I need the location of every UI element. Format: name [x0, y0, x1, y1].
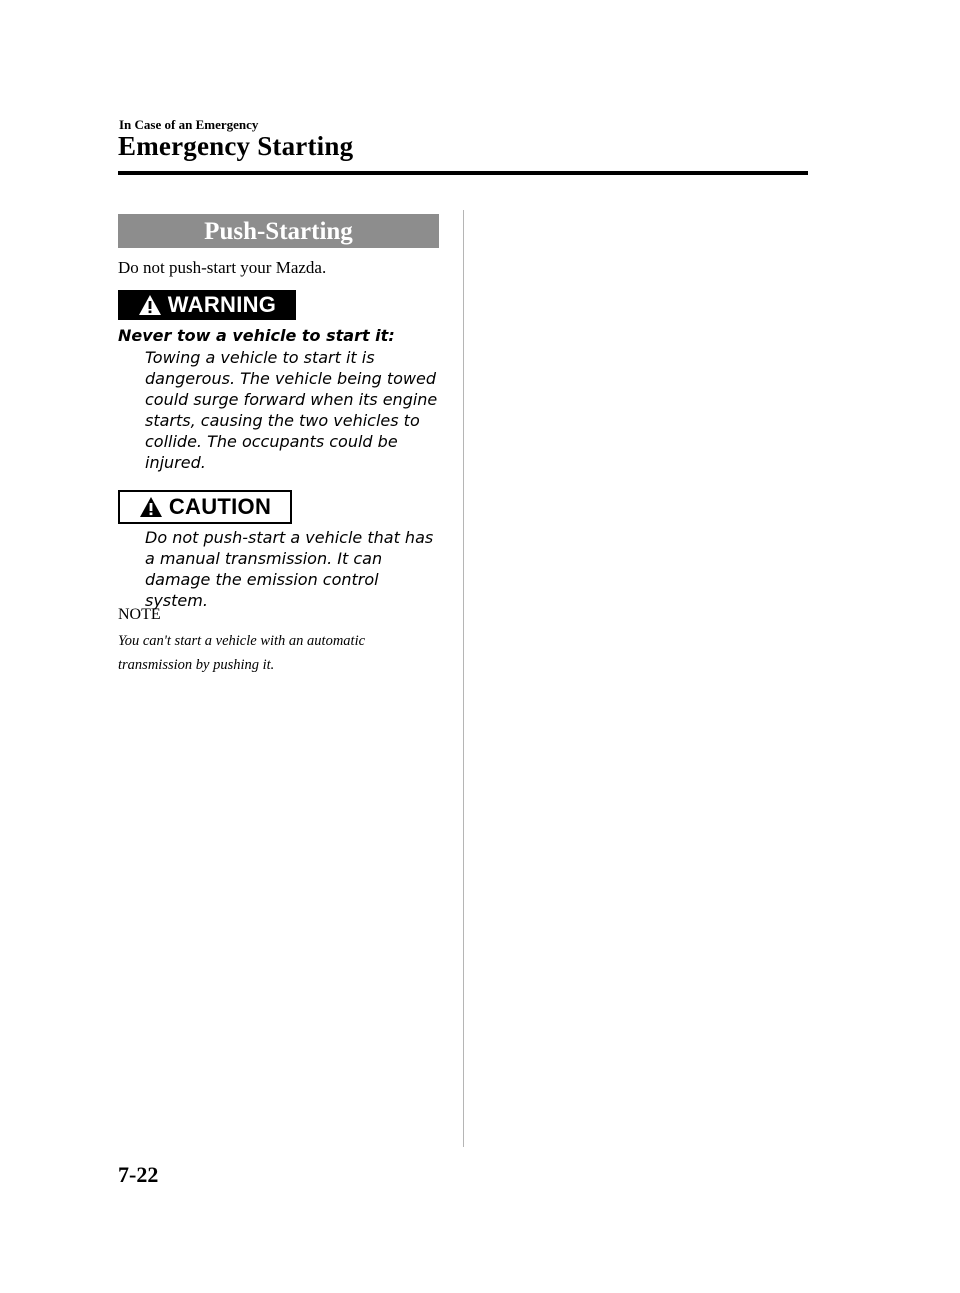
- warning-body: [145, 347, 445, 473]
- warning-line: starts, causing the two vehicles to: [145, 411, 420, 430]
- warning-box: [118, 290, 296, 320]
- warning-line: collide. The occupants could be: [145, 432, 398, 451]
- note-label: NOTE: [118, 606, 161, 623]
- column-divider: [463, 210, 464, 1147]
- chapter-title: Emergency Starting: [118, 131, 354, 161]
- warning-line: injured.: [145, 453, 206, 472]
- note-line: You can't start a vehicle with an automatic: [118, 633, 366, 649]
- note-line: transmission by pushing it.: [118, 657, 275, 673]
- warning-line: Towing a vehicle to start it is: [145, 348, 375, 367]
- header-rule: [118, 171, 808, 175]
- caution-triangle-icon: [139, 496, 163, 518]
- caution-box: [118, 490, 292, 524]
- note-body: [118, 629, 438, 677]
- caution-line: a manual transmission. It can: [145, 549, 383, 568]
- warning-line: could surge forward when its engine: [145, 390, 438, 409]
- caution-body: [145, 527, 445, 611]
- warning-label: WARNING: [167, 292, 277, 317]
- warning-heading: Never tow a vehicle to start it:: [118, 326, 395, 345]
- section-banner: Push-Starting: [118, 214, 439, 248]
- intro-text: Do not push-start your Mazda.: [118, 258, 327, 277]
- warning-triangle-icon: [138, 294, 162, 316]
- caution-line: Do not push-start a vehicle that has: [145, 528, 434, 547]
- warning-line: dangerous. The vehicle being towed: [145, 369, 437, 388]
- section-label: In Case of an Emergency: [119, 117, 259, 132]
- caution-line: damage the emission control system.: [145, 570, 379, 610]
- page-number: 7-22: [118, 1162, 159, 1187]
- caution-label: CAUTION: [168, 494, 272, 519]
